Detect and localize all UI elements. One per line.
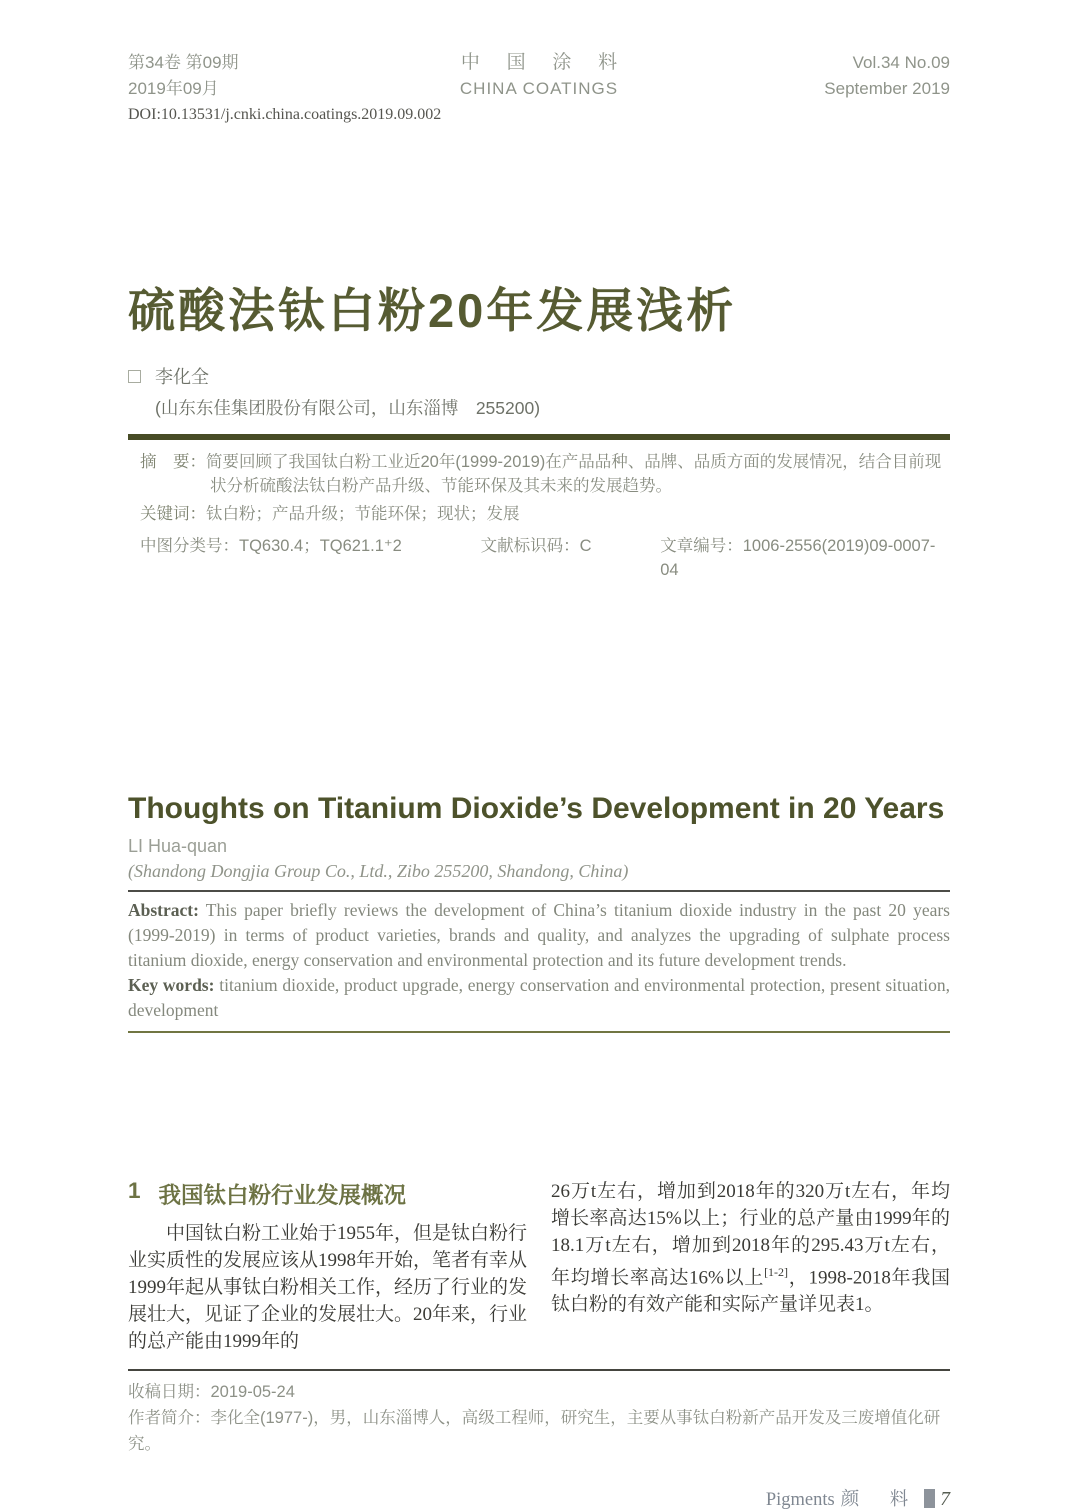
section-title: 我国钛白粉行业发展概况 xyxy=(158,1183,407,1208)
date-cn: 2019年09月 xyxy=(128,79,219,98)
abstract-text-en: This paper briefly reviews the development of China’s titanium dioxide industry in the past 20 years (1999-2019) in terms of product varieties, brands and quality, and analyzes the upgrading of sulphate process titanium dioxide, energy conservation and environmental protection and its future development trends. xyxy=(128,900,950,970)
vol-no-en: Vol.34 No.09 xyxy=(852,53,950,72)
article-title-en: Thoughts on Titanium Dioxide’s Development in 20 Years xyxy=(128,792,945,825)
date-en: September 2019 xyxy=(824,79,950,98)
abstract-label-en: Abstract: xyxy=(128,900,199,920)
body-columns xyxy=(128,1178,950,1355)
footnote-divider xyxy=(128,1369,950,1371)
article-title-cn: 硫酸法钛白粉20年发展浅析 xyxy=(128,284,737,337)
english-bottom-rule xyxy=(128,1031,950,1033)
page-number-block-icon xyxy=(924,1489,935,1508)
english-block xyxy=(128,792,950,1033)
page-footer xyxy=(128,1485,950,1511)
english-abstract-rule xyxy=(128,890,950,892)
body-paragraph-right xyxy=(551,1178,950,1318)
right-column xyxy=(551,1178,950,1355)
reference-superscript: [1-2] xyxy=(764,1265,789,1279)
article-number: 文章编号：1006-2556(2019)09-0007-04 xyxy=(660,537,936,579)
doi-line: DOI:10.13531/j.cnki.china.coatings.2019.09.002 xyxy=(128,106,442,123)
author-bio: 作者简介：李化全(1977-)，男，山东淄博人，高级工程师，研究生，主要从事钛白粉新产品开发及三废增值化研究。 xyxy=(128,1409,941,1453)
section-number: 1 xyxy=(128,1178,141,1203)
body-text-right-post: ，1998-2018年我国钛白粉的有效产能和实际产量详见表1。 xyxy=(551,1267,951,1316)
keywords-label-cn: 关键词： xyxy=(140,505,206,523)
footer-section-en: Pigments xyxy=(765,1490,835,1510)
abstract-text-cn: 简要回顾了我国钛白粉工业近20年(1999-2019)在产品品种、品牌、品质方面的发展情况，结合目前现状分析硫酸法钛白粉产品升级、节能环保及其未来的发展趋势。 xyxy=(206,453,942,495)
header-volume-issue xyxy=(128,50,348,102)
abstract-cn xyxy=(140,450,950,498)
received-date: 收稿日期：2019-05-24 xyxy=(128,1383,295,1401)
classification-row xyxy=(140,534,950,582)
volume-issue-cn: 第34卷 第09期 xyxy=(128,53,239,72)
left-column xyxy=(128,1178,527,1355)
clc-number: 中图分类号：TQ630.4；TQ621.1⁺2 xyxy=(140,537,402,555)
header-volume-en xyxy=(730,50,950,102)
abstract-label-cn: 摘 要： xyxy=(140,453,206,471)
page-header xyxy=(128,50,950,102)
document-code: 文献标识码：C xyxy=(480,537,592,555)
keywords-text-en: titanium dioxide, product upgrade, energy conservation and environmental protection, present situation, development xyxy=(128,975,951,1020)
author-row xyxy=(128,363,950,389)
header-journal-title xyxy=(450,50,628,102)
journal-title-cn: 中 国 涂 料 xyxy=(460,52,629,73)
affiliation-en: (Shandong Dongjia Group Co., Ltd., Zibo 255200, Shandong, China) xyxy=(128,861,629,881)
section-heading xyxy=(128,1178,527,1210)
keywords-text-cn: 钛白粉；产品升级；节能环保；现状；发展 xyxy=(206,505,520,523)
author-name-cn: 李化全 xyxy=(155,367,209,387)
journal-title-en: CHINA COATINGS xyxy=(459,79,619,98)
abstract-block-cn xyxy=(128,440,950,582)
body-paragraph-left: 中国钛白粉工业始于1955年，但是钛白粉行业实质性的发展应该从1998年开始，笔者有幸从1999年起从事钛白粉相关工作，经历了行业的发展壮大，见证了企业的发展壮大。20年来，行业的总产能由1999年的 xyxy=(128,1223,528,1352)
footer-section-cn: 颜 料 xyxy=(840,1490,915,1510)
keywords-label-en: Key words: xyxy=(128,975,215,995)
body-text-right-pre: 26万t左右，增加到2018年的320万t左右，年均增长率高达15%以上；行业的总产量由1999年的18.1万t左右，增加到2018年的295.43万t左右，年均增长率高达16%以上 xyxy=(551,1181,950,1289)
author-name-en: LI Hua-quan xyxy=(128,836,228,856)
affiliation-cn: (山东东佳集团股份有限公司，山东淄博 255200) xyxy=(155,398,541,418)
footnotes xyxy=(128,1379,950,1457)
page-number: 7 xyxy=(940,1489,950,1510)
keywords-cn xyxy=(140,502,950,526)
author-square-icon xyxy=(128,370,141,383)
abstract-en xyxy=(128,898,950,973)
keywords-en xyxy=(128,973,950,1023)
